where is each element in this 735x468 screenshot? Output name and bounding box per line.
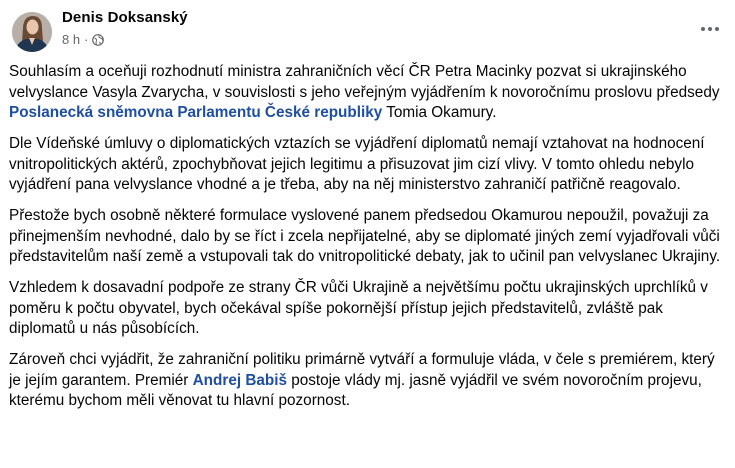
post-header [0, 0, 735, 60]
post-paragraph: Zároveň chci vyjádřit, že zahraniční politiku primárně vytváří a formuluje vláda, v čele s premiérem, který je jejím garantem. Premiér Andrej Babiš postoje vlády mj. jasně vyjádřil ve svém novoročním projevu, kterému bychom měli věnovat tu hlavní pozornost. [9, 351, 715, 409]
globe-icon[interactable] [92, 34, 104, 46]
post-body [9, 62, 727, 422]
more-options-button[interactable] [695, 14, 725, 44]
profile-photo [12, 12, 52, 52]
post-paragraph: Přestože bych osobně některé formulace vyslovené panem předsedou Okamurou nepoužil, považuji za přinejmenším nevhodné, dalo by se říct i zcela nepřijatelné, aby se diplomaté jiných zemí vyjadřovali vůči představitelům naší země a vstupovali tak do vnitropolitické debaty, jak to učinil pan velvyslanec Ukrajiny. [9, 207, 721, 265]
post-paragraph: Dle Vídeňské úmluvy o diplomatických vztazích se vyjádření diplomatů nemají vztahovat na hodnocení vnitropolitických aktérů, zpochybňovat jejich legitimu a přisuzovat jim cizí vlivy. V tomto ohledu nebylo vyjádření pana velvyslance vhodné a je třeba, aby na něj ministerstvo zahraničí patřičně reagovalo. [9, 135, 705, 193]
meta-separator: · [84, 32, 89, 47]
more-horizontal-icon [701, 27, 705, 31]
avatar[interactable] [12, 12, 52, 52]
mention-link[interactable]: Andrej Babiš [192, 371, 287, 389]
post-paragraph: Souhlasím a oceňuji rozhodnutí ministra zahraničních věcí ČR Petra Macinky pozvat si ukrajinského velvyslance Vasyla Zvarycha, v souvislosti s jeho veřejným vyjádřením k novoročnímu proslovu předsedy Poslanecká sněmovna Parlamentu České republiky Tomia Okamury. [9, 63, 720, 121]
author-name[interactable]: Denis Doksanský [62, 9, 188, 26]
mention-link[interactable]: Poslanecká sněmovna Parlamentu České republiky [9, 104, 383, 121]
post-time[interactable]: 8 h [62, 32, 81, 47]
post-paragraph: Vzhledem k dosavadní podpoře ze strany ČR vůči Ukrajině a největšímu počtu ukrajinských uprchlíků v poměru k počtu obyvatel, bych očekával spíše pokornější přístup jejich představitelů, zvláště pak diplomatů u nás působících. [9, 279, 708, 337]
post-meta [62, 32, 104, 47]
